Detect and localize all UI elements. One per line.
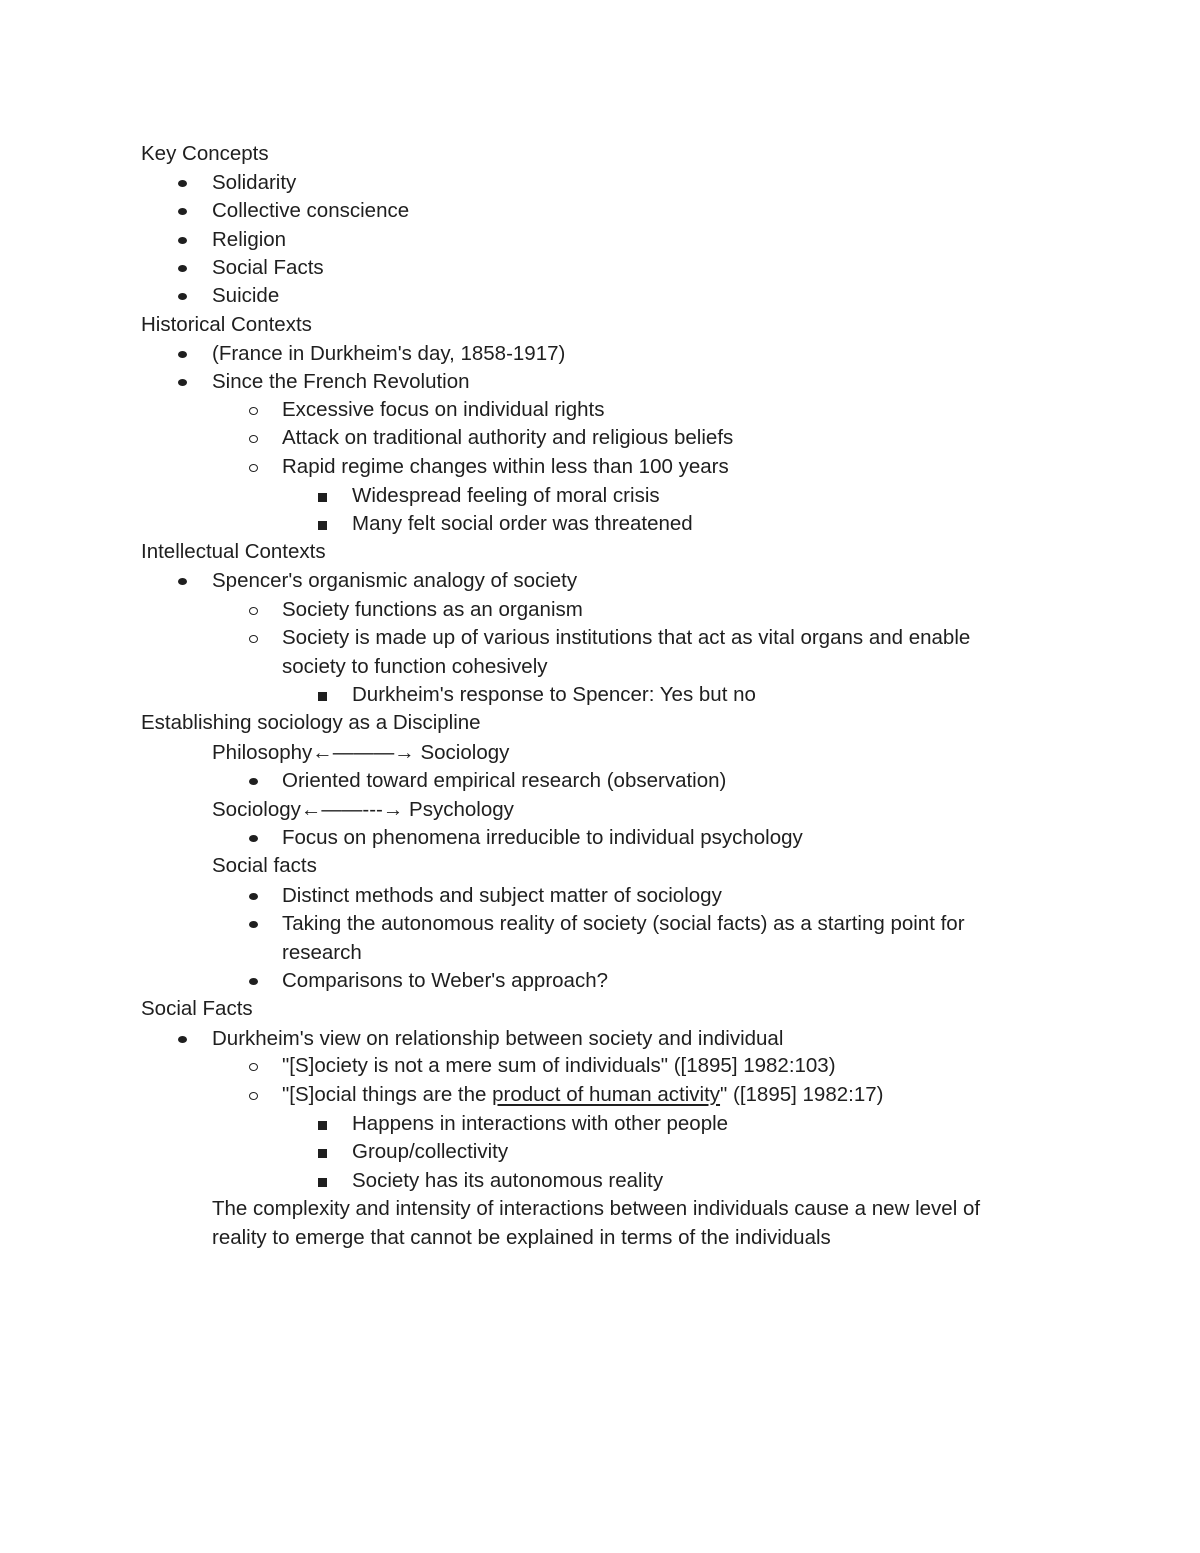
disc-bullet-icon (249, 778, 258, 785)
disc-bullet-icon (178, 293, 187, 300)
list-item: Collective conscience (212, 199, 410, 222)
list-item: Focus on phenomena irreducible to individual psychology (282, 826, 803, 849)
disc-bullet-icon (249, 893, 258, 900)
list-item-continuation: research (282, 941, 362, 964)
closing-paragraph-line: The complexity and intensity of interactions between individuals cause a new level of (212, 1197, 981, 1220)
list-item: Excessive focus on individual rights (282, 398, 605, 421)
list-item: Taking the autonomous reality of society (social facts) as a starting point for (282, 912, 965, 935)
list-item: Widespread feeling of moral crisis (352, 484, 660, 507)
disc-bullet-icon (178, 379, 187, 386)
disc-bullet-icon (178, 180, 187, 187)
sociology-psychology-line: Sociology←——---→ Psychology (212, 798, 514, 821)
list-item: Durkheim's response to Spencer: Yes but no (352, 683, 756, 706)
disc-bullet-icon (178, 208, 187, 215)
heading-establishing-sociology: Establishing sociology as a Discipline (141, 711, 481, 734)
square-bullet-icon (318, 1149, 327, 1158)
square-bullet-icon (318, 521, 327, 530)
list-item: Society functions as an organism (282, 598, 583, 621)
list-item: Religion (212, 228, 287, 251)
list-item: (France in Durkheim's day, 1858-1917) (212, 342, 566, 365)
square-bullet-icon (318, 1121, 327, 1130)
square-bullet-icon (318, 692, 327, 701)
underlined-phrase: product of human activity (492, 1083, 721, 1106)
quote-item (282, 1081, 883, 1110)
list-item: Distinct methods and subject matter of sociology (282, 884, 722, 907)
quote-prefix: "[S]ocial things are the (282, 1083, 493, 1106)
disc-bullet-icon (249, 978, 258, 985)
heading-key-concepts: Key Concepts (141, 142, 269, 165)
list-item: Spencer's organismic analogy of society (212, 569, 578, 592)
list-item: Suicide (212, 284, 280, 307)
disc-bullet-icon (249, 835, 258, 842)
list-item: Happens in interactions with other people (352, 1112, 729, 1135)
circle-bullet-icon (249, 607, 258, 615)
disc-bullet-icon (178, 265, 187, 272)
social-facts-subheading: Social facts (212, 854, 317, 877)
list-item: Group/collectivity (352, 1140, 509, 1163)
list-item: Attack on traditional authority and religious beliefs (282, 426, 734, 449)
disc-bullet-icon (178, 351, 187, 358)
list-item: Social Facts (212, 256, 324, 279)
disc-bullet-icon (178, 1036, 187, 1043)
circle-bullet-icon (249, 407, 258, 415)
list-item: Society is made up of various institutions that act as vital organs and enable (282, 626, 971, 649)
square-bullet-icon (318, 1178, 327, 1187)
disc-bullet-icon (178, 237, 187, 244)
list-item: Solidarity (212, 171, 297, 194)
heading-intellectual-contexts: Intellectual Contexts (141, 540, 326, 563)
list-item: Many felt social order was threatened (352, 512, 693, 535)
quote-item: "[S]ociety is not a mere sum of individuals" ([1895] 1982:103) (282, 1054, 836, 1077)
list-item: Oriented toward empirical research (observation) (282, 769, 727, 792)
circle-bullet-icon (249, 635, 258, 643)
circle-bullet-icon (249, 1063, 258, 1071)
list-item: Comparisons to Weber's approach? (282, 969, 609, 992)
philosophy-sociology-line: Philosophy←———→ Sociology (212, 741, 510, 764)
closing-paragraph-line: reality to emerge that cannot be explained in terms of the individuals (212, 1226, 831, 1249)
disc-bullet-icon (249, 921, 258, 928)
list-item: Since the French Revolution (212, 370, 470, 393)
heading-historical-contexts: Historical Contexts (141, 313, 312, 336)
list-item: Durkheim's view on relationship between society and individual (212, 1027, 784, 1050)
heading-social-facts: Social Facts (141, 997, 253, 1020)
quote-suffix: " ([1895] 1982:17) (720, 1083, 884, 1106)
list-item-continuation: society to function cohesively (282, 655, 548, 678)
circle-bullet-icon (249, 464, 258, 472)
disc-bullet-icon (178, 578, 187, 585)
circle-bullet-icon (249, 1092, 258, 1100)
circle-bullet-icon (249, 435, 258, 443)
square-bullet-icon (318, 493, 327, 502)
list-item: Society has its autonomous reality (352, 1169, 664, 1192)
list-item: Rapid regime changes within less than 100 years (282, 455, 729, 478)
